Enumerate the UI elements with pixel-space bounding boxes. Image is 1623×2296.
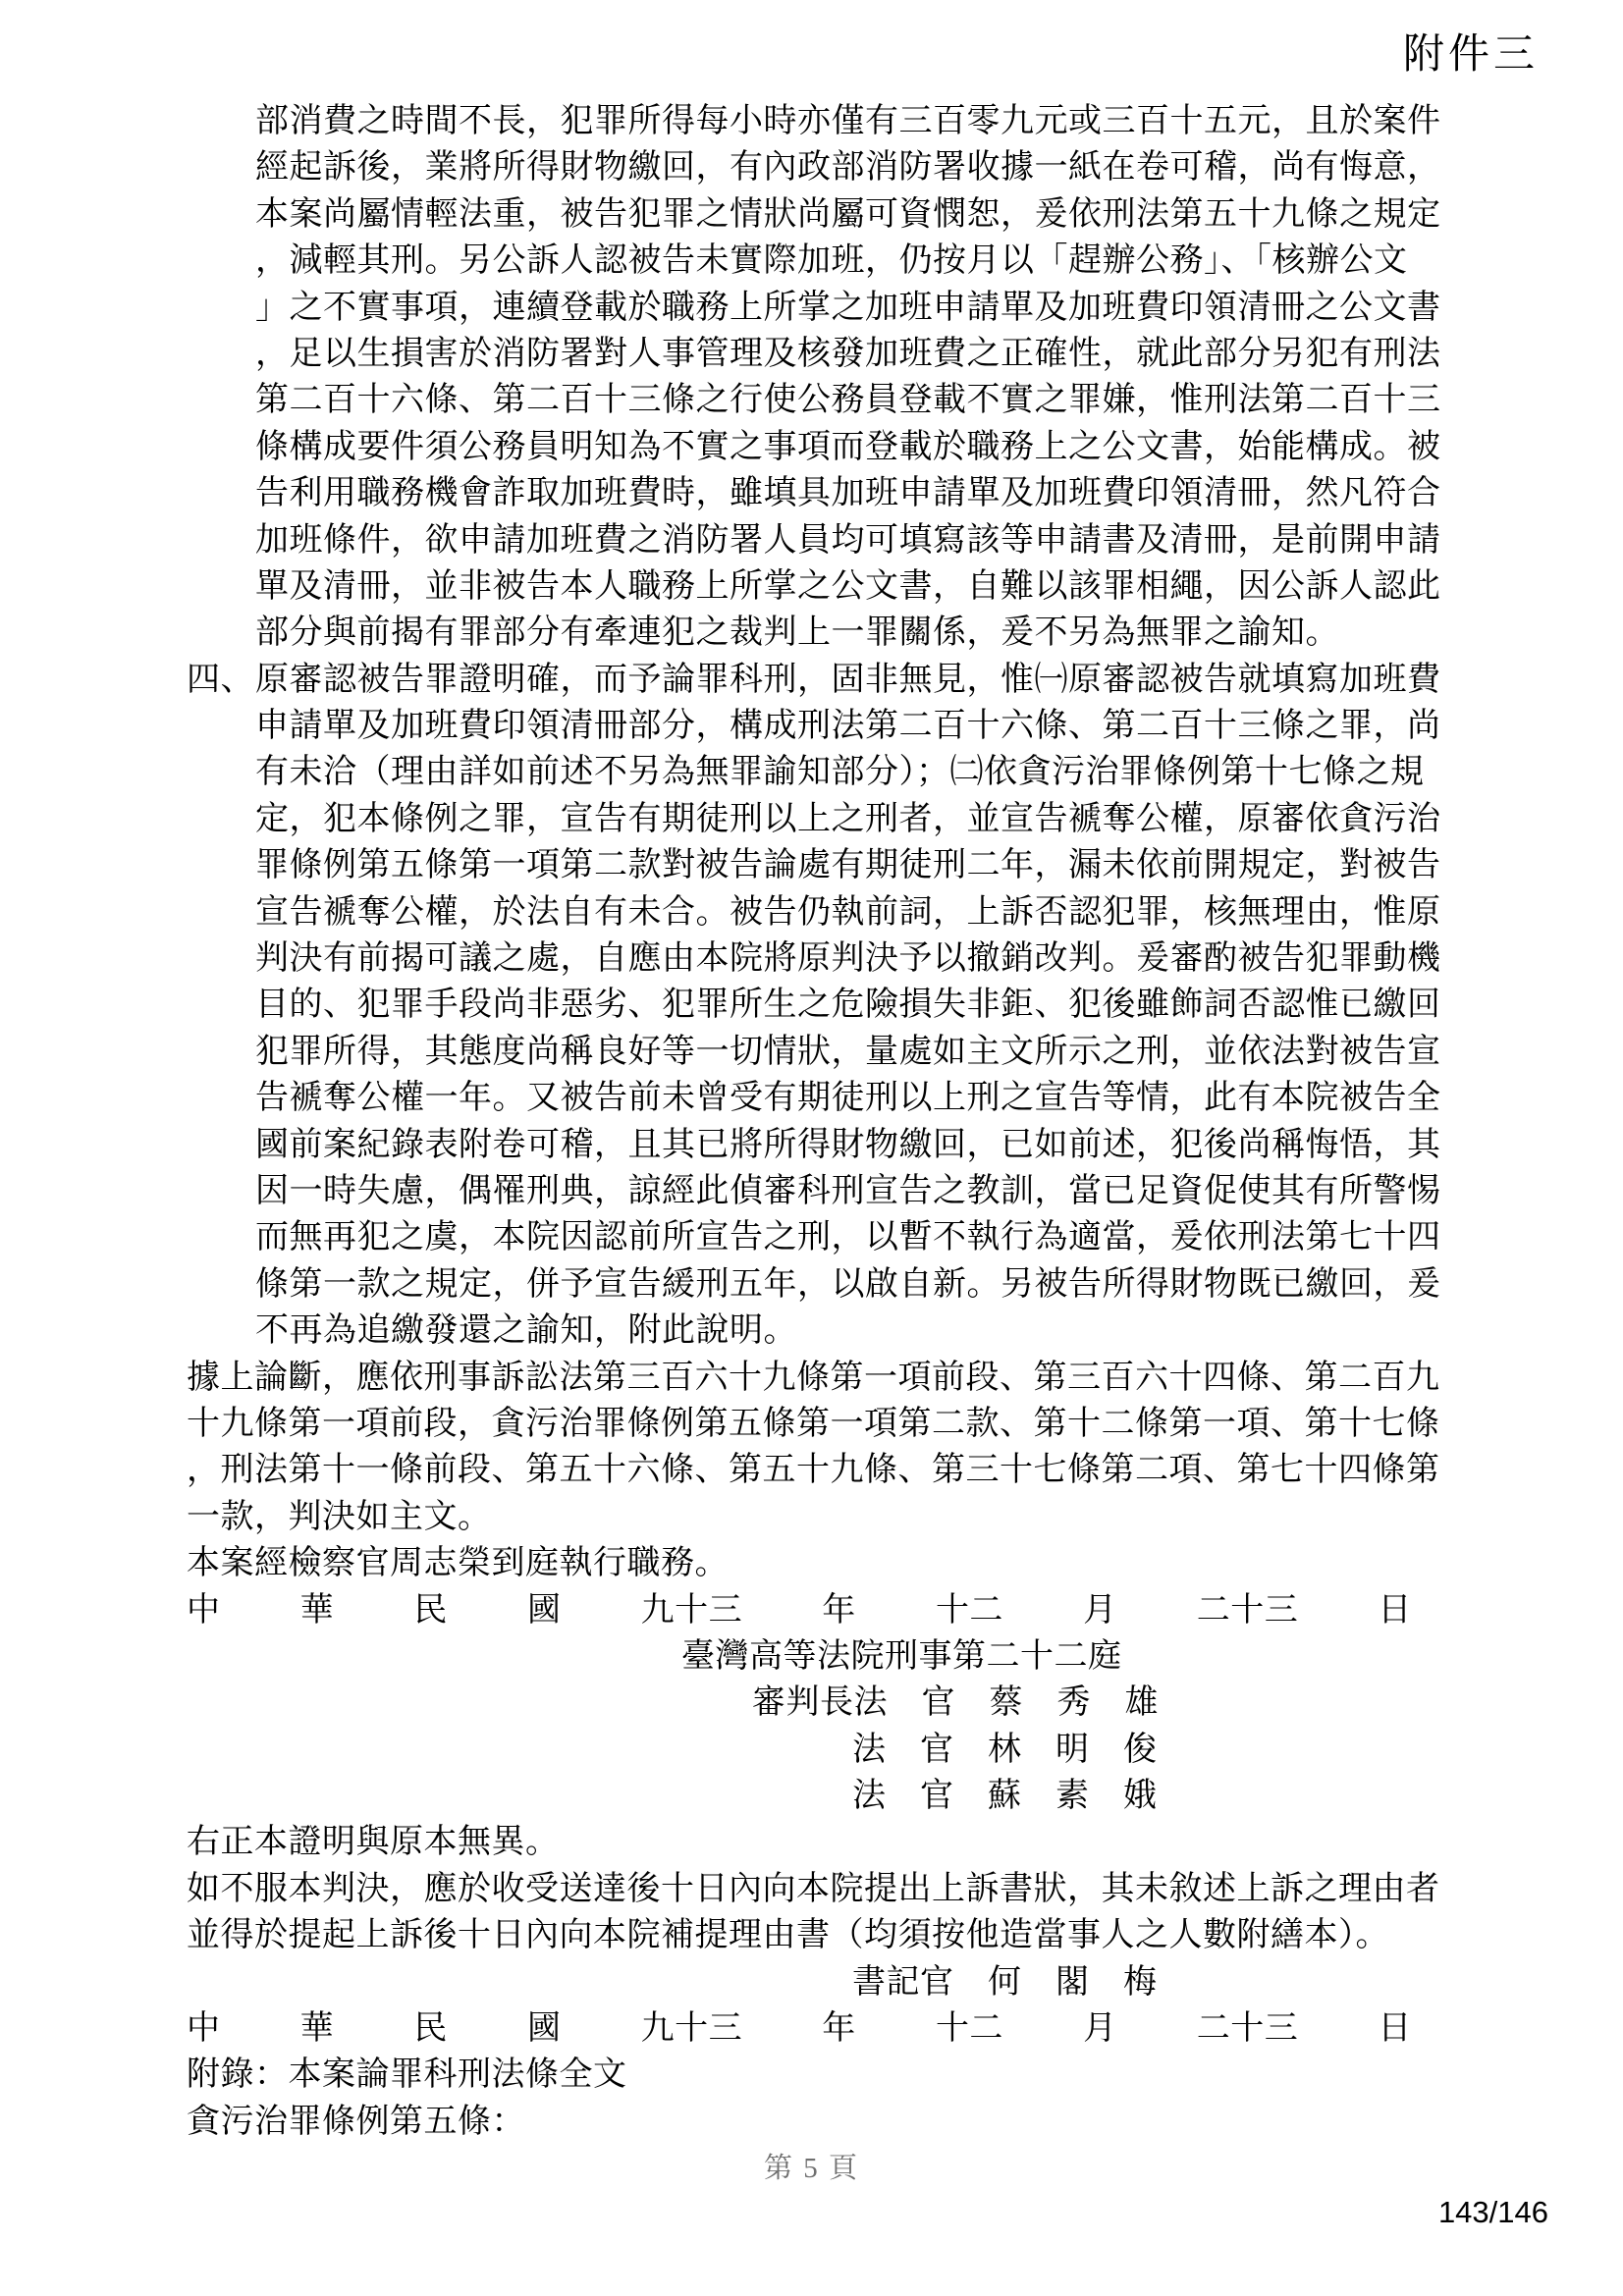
- text-line: 附錄：本案論罪科刑法條全文: [187, 2056, 627, 2094]
- text-line: 原審認被告罪證明確，而予論罪科刑，固非無見，惟㈠原審認被告就填寫加班費: [255, 661, 1441, 698]
- text-line: 本案尚屬情輕法重，被告犯罪之情狀尚屬可資憫恕，爰依刑法第五十九條之規定: [255, 195, 1441, 233]
- section4-first-row: [187, 657, 1439, 703]
- judge-line: 審判長法 官 蔡 秀 雄: [752, 1684, 1159, 1722]
- date-token: 年: [822, 2010, 856, 2048]
- date-token: 十二: [935, 1591, 1003, 1629]
- text-line: 因一時失慮，偶罹刑典，諒經此偵審科刑宣告之教訓，當已足資促使其有所警惕: [255, 1172, 1441, 1209]
- text-line: 部分與前揭有罪部分有牽連犯之裁判上一罪關係，爰不另為無罪之諭知。: [255, 614, 1339, 652]
- date-line-1: [187, 1587, 1412, 1633]
- date-token: 中: [187, 1591, 221, 1629]
- text-line: 宣告褫奪公權，於法自有未合。被告仍執前詞，上訴否認犯罪，核無理由，惟原: [255, 893, 1441, 931]
- date-token: 華: [299, 2010, 335, 2048]
- section3-continuation: [187, 98, 1439, 657]
- text-line: 據上論斷，應依刑事訴訟法第三百六十九條第一項前段、第三百六十四條、第二百九: [187, 1359, 1440, 1396]
- court-division-line: 臺灣高等法院刑事第二十二庭: [681, 1637, 1122, 1675]
- text-line: 告褫奪公權一年。又被告前未曾受有期徒刑以上刑之宣告等情，此有本院被告全: [255, 1080, 1441, 1117]
- text-line: ，足以生損害於消防署對人事管理及核發加班費之正確性，就此部分另犯有刑法: [255, 335, 1441, 372]
- text-line: 單及清冊，並非被告本人職務上所掌之公文書，自難以該罪相繩，因公訴人認此: [255, 567, 1441, 605]
- text-line: 定，犯本條例之罪，宣告有期徒刑以上之刑者，並宣告褫奪公權，原審依貪污治: [255, 800, 1441, 837]
- text-line: 而無再犯之虞，本院因認前所宣告之刑，以暫不執行為適當，爰依刑法第七十四: [255, 1219, 1441, 1256]
- text-line: 加班條件，欲申請加班費之消防署人員均可填寫該等申請書及清冊，是前開申請: [255, 521, 1441, 559]
- date-token: 日: [1378, 2010, 1412, 2048]
- text-line: 一款，判決如主文。: [187, 1498, 492, 1535]
- text-line: 十九條第一項前段，貪污治罪條例第五條第一項第二款、第十二條第一項、第十七條: [187, 1405, 1440, 1442]
- text-line: 目的、犯罪手段尚非惡劣、犯罪所生之危險損失非鉅、犯後雖飾詞否認惟已繳回: [255, 987, 1441, 1024]
- date-token: 二十三: [1196, 2010, 1299, 2048]
- attachment-label: 附件三: [1402, 32, 1539, 78]
- section4-item-label: 四、: [187, 661, 254, 698]
- judge-line: 法 官 蘇 素 娥: [852, 1778, 1158, 1815]
- pdf-page-counter: 143/146: [1437, 2195, 1548, 2229]
- date-token: 二十三: [1196, 1591, 1299, 1629]
- date-token: 國: [526, 2010, 562, 2048]
- footer-page-number: 第 5 頁: [763, 2153, 859, 2184]
- date-token: 月: [1083, 1591, 1117, 1629]
- date-token: 月: [1083, 2010, 1117, 2048]
- text-line: ，減輕其刑。另公訴人認被告未實際加班，仍按月以「趕辦公務」、「核辦公文: [255, 242, 1408, 280]
- date-token: 民: [413, 1591, 448, 1629]
- judgment-basis: [187, 1355, 1439, 1541]
- text-line: 告利用職務機會詐取加班費時，雖填具加班申請單及加班費印領清冊，然凡符合: [255, 475, 1441, 512]
- text-line: ，刑法第十一條前段、第五十六條、第五十九條、第三十七條第二項、第七十四條第: [187, 1452, 1440, 1489]
- date-token: 日: [1378, 1591, 1412, 1629]
- date-line-2: [187, 2005, 1412, 2052]
- text-line: 有未洽（理由詳如前述不另為無罪諭知部分）；㈡依貪污治罪條例第十七條之規: [255, 754, 1425, 791]
- date-token: 中: [187, 2010, 221, 2048]
- date-token: 九十三: [640, 1591, 743, 1629]
- date-token: 九十三: [640, 2010, 743, 2048]
- section4-continuation: [187, 703, 1439, 1354]
- date-token: 十二: [935, 2010, 1003, 2048]
- text-line: 條第一款之規定，併予宣告緩刑五年，以啟自新。另被告所得財物既已繳回，爰: [255, 1265, 1441, 1303]
- text-line: 貪污治罪條例第五條：: [187, 2103, 525, 2140]
- text-line: 第二百十六條、第二百十三條之行使公務員登載不實之罪嫌，惟刑法第二百十三: [255, 382, 1441, 419]
- prosecutor-line: 本案經檢察官周志榮到庭執行職務。: [187, 1545, 729, 1582]
- text-line: 國前案紀錄表附卷可稽，且其已將所得財物繳回，已如前述，犯後尚稱悔悟，其: [255, 1126, 1441, 1163]
- text-line: 罪條例第五條第一項第二款對被告論處有期徒刑二年，漏未依前開規定，對被告: [255, 847, 1441, 884]
- text-line: 判決有前揭可議之處，自應由本院將原判決予以撤銷改判。爰審酌被告犯罪動機: [255, 940, 1441, 978]
- text-line: 經起訴後，業將所得財物繳回，有內政部消防署收據一紙在卷可稽，尚有悔意，: [255, 149, 1441, 187]
- appendix-block: [187, 2052, 1439, 2145]
- date-token: 華: [299, 1591, 335, 1629]
- clerk-line: 書記官 何 閣 梅: [852, 1963, 1158, 2001]
- text-line: 如不服本判決，應於收受送達後十日內向本院提出上訴書狀，其未敘述上訴之理由者: [187, 1870, 1440, 1907]
- text-line: 條構成要件須公務員明知為不實之事項而登載於職務上之公文書，始能構成。被: [255, 428, 1441, 465]
- text-line: 不再為追繳發還之諭知，附此說明。: [255, 1312, 797, 1350]
- text-line: 」之不實事項，連續登載於職務上所掌之加班申請單及加班費印領清冊之公文書: [255, 289, 1441, 326]
- text-line: 部消費之時間不長，犯罪所得每小時亦僅有三百零九元或三百十五元，且於案件: [255, 103, 1441, 139]
- date-token: 國: [526, 1591, 562, 1629]
- date-token: 年: [822, 1591, 856, 1629]
- judge-line: 法 官 林 明 俊: [852, 1731, 1158, 1768]
- date-token: 民: [413, 2010, 448, 2048]
- judges-block: [187, 1680, 1439, 1819]
- appeal-notice: [187, 1866, 1439, 1959]
- text-line: 犯罪所得，其態度尚稱良好等一切情狀，量處如主文所示之刑，並依法對被告宣: [255, 1033, 1441, 1070]
- text-line: 申請單及加班費印領清冊部分，構成刑法第二百十六條、第二百十三條之罪，尚: [255, 708, 1441, 745]
- certification-line: 右正本證明與原本無異。: [187, 1824, 560, 1861]
- text-line: 並得於提起上訴後十日內向本院補提理由書（均須按他造當事人之人數附繕本）。: [187, 1917, 1389, 1954]
- judgment-body: [187, 98, 1439, 2145]
